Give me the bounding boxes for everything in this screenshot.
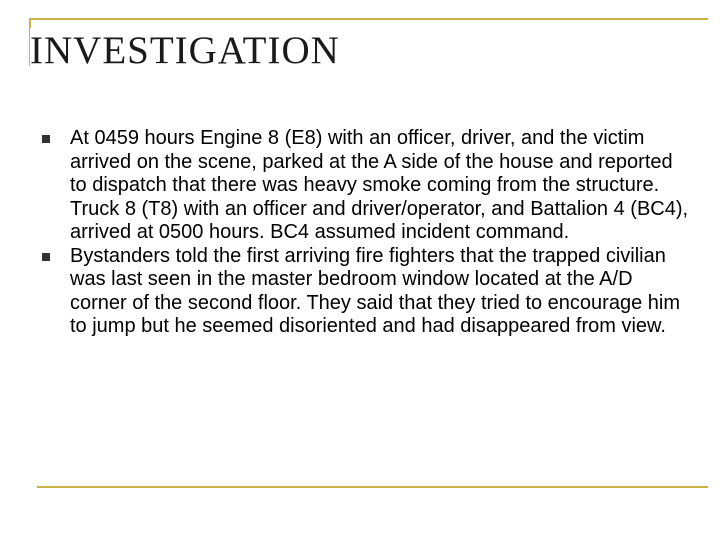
bullet-item <box>42 127 692 245</box>
slide-title: INVESTIGATION <box>30 28 344 74</box>
bullet-item <box>42 245 692 339</box>
top-divider <box>29 18 708 20</box>
square-bullet-icon <box>42 253 50 261</box>
bottom-divider <box>37 486 708 488</box>
square-bullet-icon <box>42 135 50 143</box>
bullet-list <box>42 127 692 339</box>
bullet-text: At 0459 hours Engine 8 (E8) with an officer, driver, and the victim arrived on the scene, parked at the A side of the house and reported to dispatch that there was heavy smoke coming from the structure. Truck 8 (T8) with an officer and driver/operator, and Battalion 4 (BC4), arrived at 0500 hours. BC4 assumed incident command. <box>70 127 689 243</box>
bullet-text: Bystanders told the first arriving fire fighters that the trapped civilian was last seen in the master bedroom window located at the A/D corner of the second floor. They said that they tried to encourage him to jump but he seemed disoriented and had disappeared from view. <box>70 244 680 337</box>
